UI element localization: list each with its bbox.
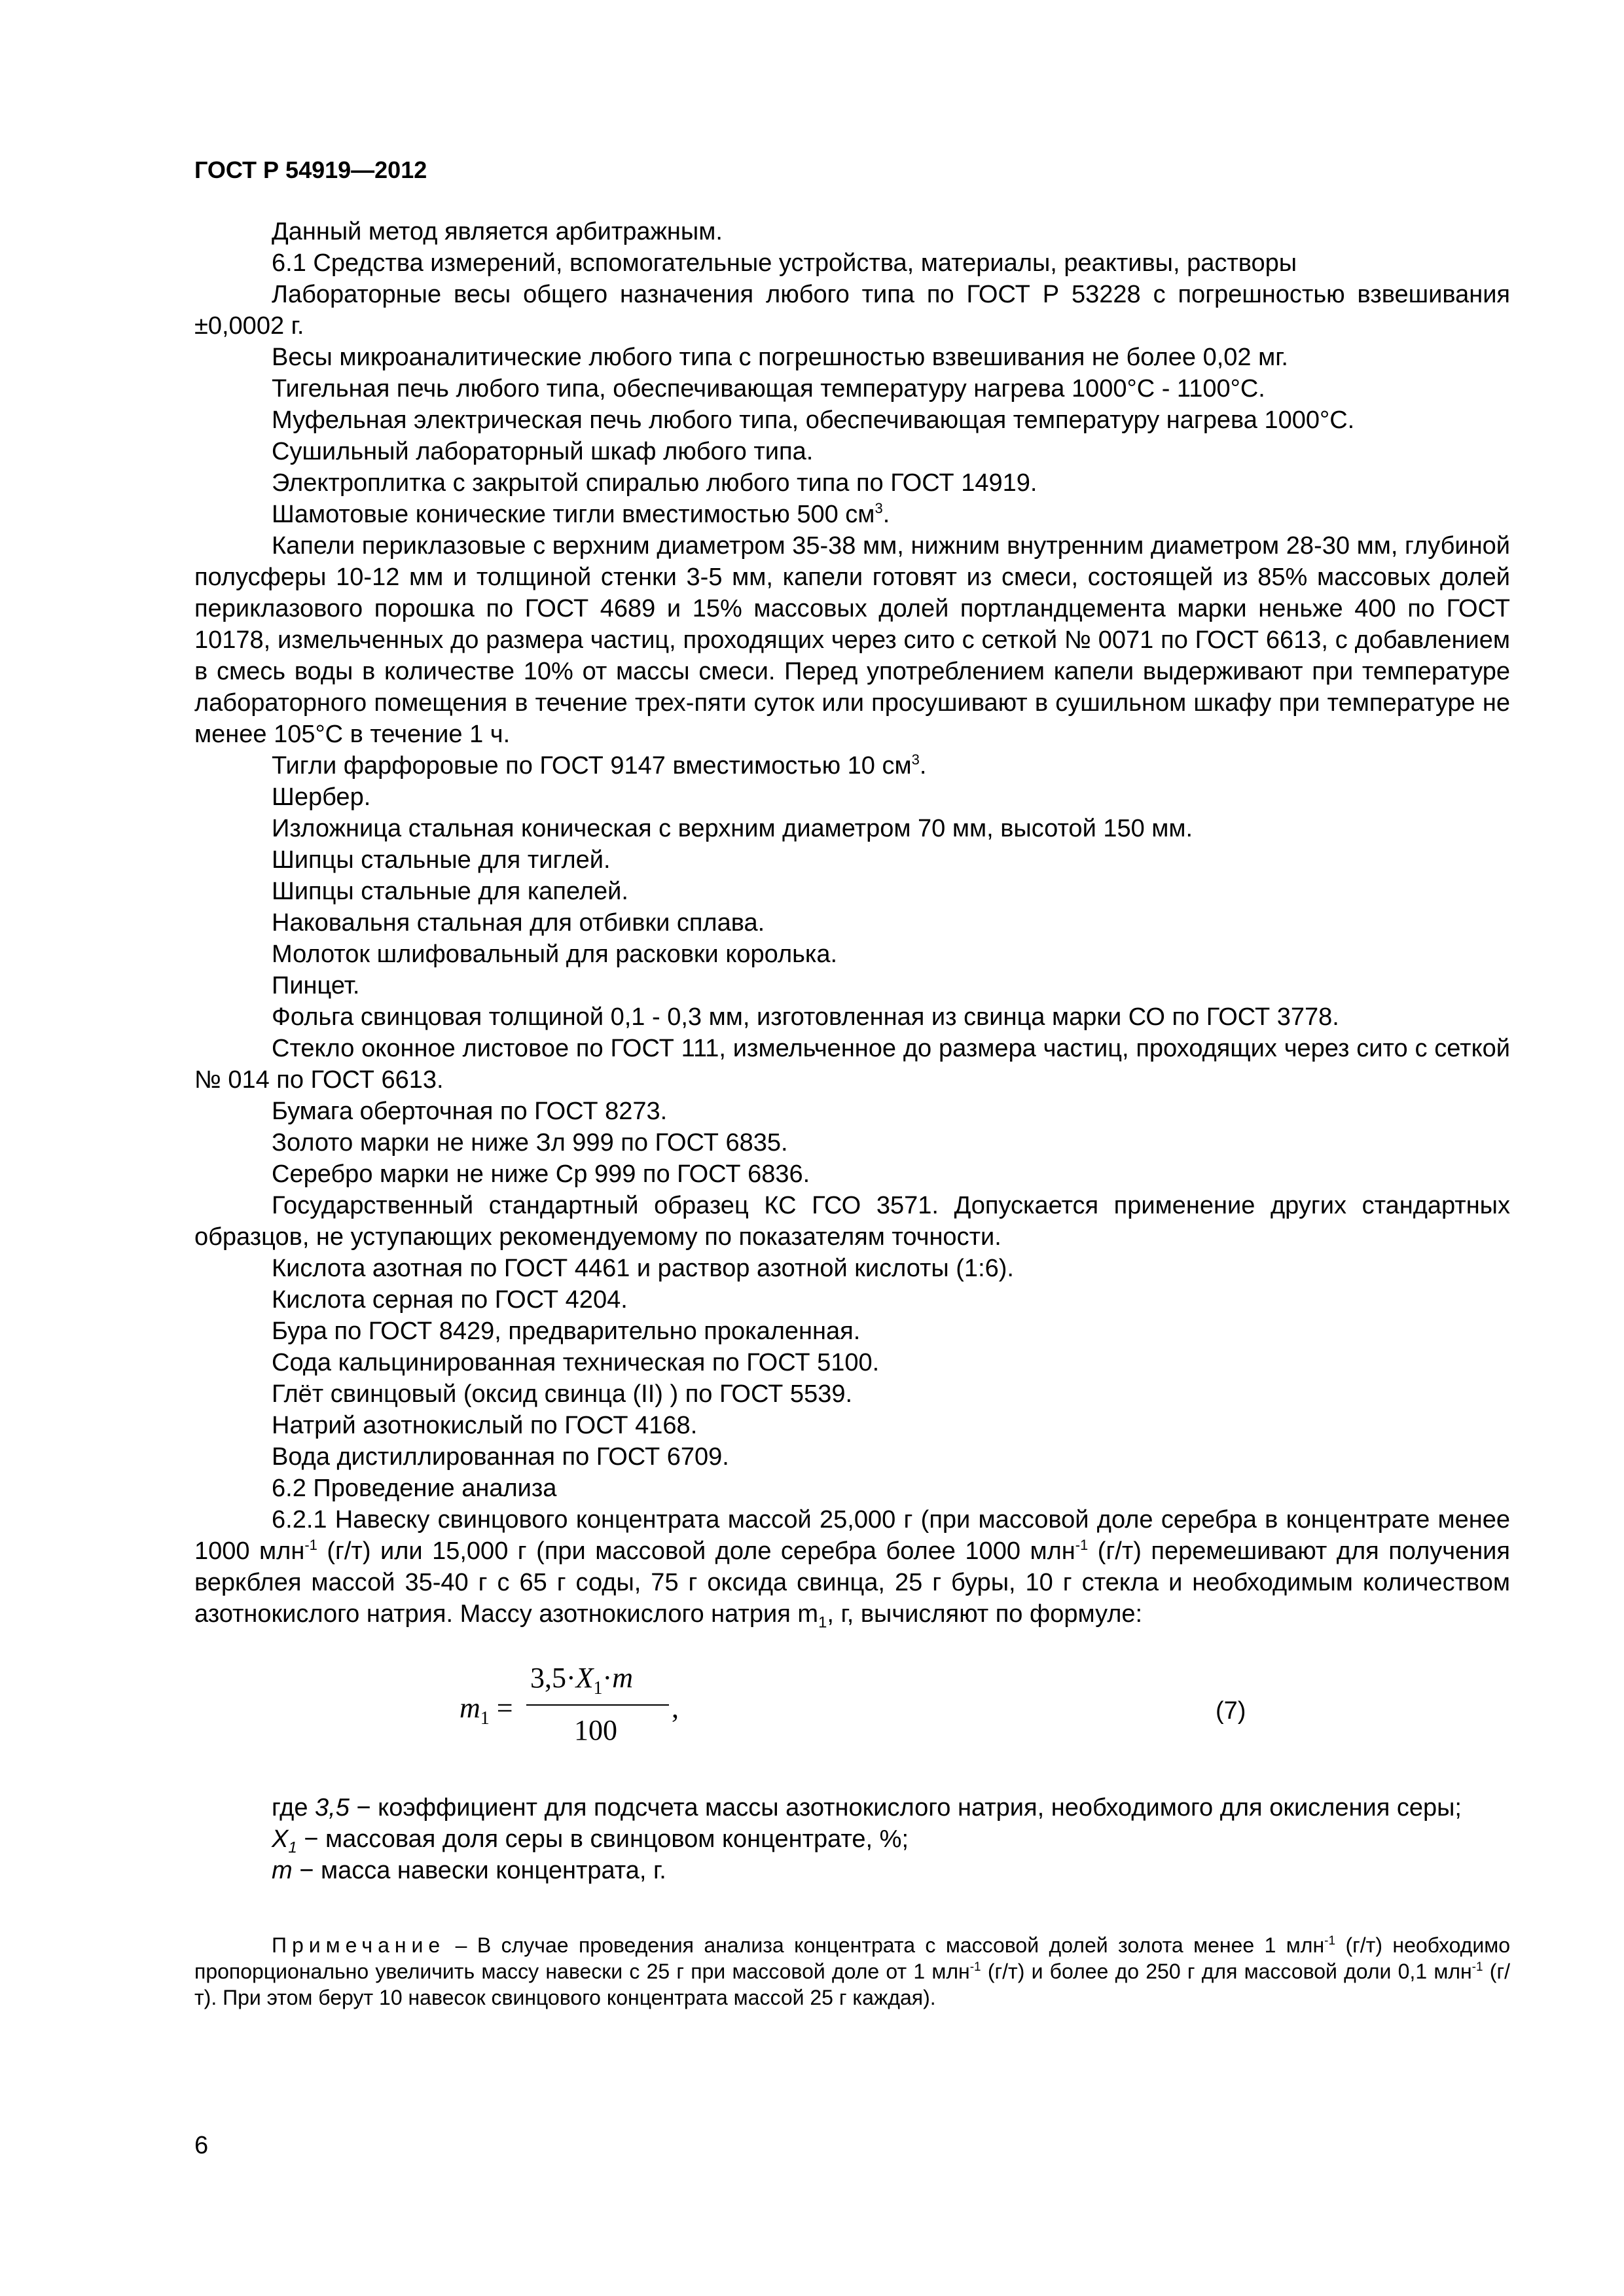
note-text: В случае проведения анализа концентрата с массовой долей золота менее 1 млн: [477, 1933, 1325, 1957]
definition-sample-mass: [194, 1855, 1510, 1886]
definition-text: − коэффициент для подсчета массы азотнокислого натрия, необходимого для окисления серы;: [349, 1794, 1462, 1821]
paragraph-method-note: Данный метод является арбитражным.: [272, 218, 723, 245]
paragraph-6-2-1-part-d: , г, вычисляют по формуле:: [827, 1600, 1143, 1628]
formula-dot: ·: [602, 1662, 613, 1694]
formula-lhs: [460, 1692, 513, 1729]
subscript: 1: [818, 1613, 827, 1632]
paragraph-nitric-acid: Кислота азотная по ГОСТ 4461 и раствор азотной кислоты (1:6).: [272, 1255, 1014, 1282]
formula-dot: ·: [566, 1662, 576, 1694]
paragraph-silver: Серебро марки не ниже Ср 999 по ГОСТ 6836.: [272, 1160, 810, 1188]
definition-coefficient: [194, 1792, 1510, 1823]
paragraph-6-2-1: [194, 1504, 1510, 1630]
note-block: [194, 1932, 1510, 2011]
definition-symbol-sub: 1: [288, 1839, 297, 1857]
superscript: 3: [875, 500, 883, 516]
superscript: -1: [1324, 1934, 1336, 1948]
paragraph-6-2-1-part-c: (г/т) перемешивают для получения веркблея массой 35-40 г с 65 г соды, 75 г оксида свинца, 25 г буры, 10 г стекла и необходимым количеством азотнокислого натрия. Массу азотнокислого натрия m: [194, 1537, 1510, 1628]
paragraph-soda-ash: Сода кальцинированная техническая по ГОСТ 5100.: [272, 1349, 880, 1376]
paragraph-muffle-furnace: Муфельная электрическая печь любого типа, обеспечивающая температуру нагрева 1000°С.: [272, 406, 1355, 434]
formula-numerator: [530, 1662, 633, 1698]
paragraph-gold: Золото марки не ниже Зл 999 по ГОСТ 6835.: [272, 1129, 788, 1157]
document-header: ГОСТ Р 54919—2012: [194, 156, 427, 183]
paragraph-distilled-water: Вода дистиллированная по ГОСТ 6709.: [272, 1443, 729, 1471]
paragraph-microbalance: Весы микроаналитические любого типа с погрешностью взвешивания не более 0,02 мг.: [272, 344, 1288, 371]
paragraph-cupel-tongs: Шипцы стальные для капелей.: [272, 878, 628, 905]
formula-equals: =: [496, 1692, 513, 1724]
superscript: -1: [969, 1960, 981, 1974]
note-paragraph: [194, 1932, 1510, 2011]
formula-lhs-sub: 1: [480, 1708, 490, 1729]
note-dash: –: [445, 1933, 477, 1957]
paragraph-porcelain-crucibles: [194, 750, 1510, 781]
definition-prefix: где: [272, 1794, 316, 1821]
note-text: (г/т) необходимо пропорционально увеличить массу навески с 25 г при массовой доле от 1 млн: [194, 1933, 1511, 1983]
paragraph-scorifier: Шербер.: [272, 783, 371, 811]
note-label: Примечание: [272, 1933, 446, 1957]
paragraph-periclase-cupels: Капели периклазовые с верхним диаметром 35-38 мм, нижним внутренним диаметром 28-30 мм, глубиной полусферы 10-12 мм и толщиной стенки 3-5 мм, капели готовят из смеси, состоящей из 85% массовых долей периклазового порошка по ГОСТ 4689 и 15% массовых долей портландцемента марки неньже 400 по ГОСТ 10178, измельченных до размера частиц, проходящих через сито с сеткой № 0071 по ГОСТ 6613, с добавлением в смесь воды в количестве 10% от массы смеси. Перед употреблением капели выдерживают при температуре лабораторного помещения в течение трех-пяти суток или просушивают в сушильном шкафу при температуре не менее 105°С в течение 1 ч.: [194, 532, 1510, 748]
document-body: [194, 216, 1510, 1886]
paragraph-lab-scales: Лабораторные весы общего назначения любого типа по ГОСТ Р 53228 с погрешностью взвешивания ±0,0002 г.: [194, 281, 1510, 340]
punctuation: .: [882, 501, 890, 528]
superscript: -1: [304, 1537, 317, 1553]
paragraph-tweezers: Пинцет.: [272, 972, 360, 999]
definition-symbol: m: [272, 1857, 293, 1884]
formula-coefficient: 3,5: [530, 1662, 566, 1694]
definition-symbol: X: [272, 1825, 289, 1853]
definition-text: − массовая доля серы в свинцовом концентрате, %;: [297, 1825, 909, 1853]
paragraph-reference-sample: Государственный стандартный образец КС ГСО 3571. Допускается применение других стандартных образцов, не уступающих рекомендуемому по показателям точности.: [194, 1192, 1510, 1251]
paragraph-lead-foil: Фольга свинцовая толщиной 0,1 - 0,3 мм, изготовленная из свинца марки СО по ГОСТ 3778.: [272, 1003, 1339, 1031]
section-6-1-heading: 6.1 Средства измерений, вспомогательные устройства, материалы, реактивы, растворы: [272, 249, 1297, 277]
paragraph-crucible-furnace: Тигельная печь любого типа, обеспечивающая температуру нагрева 1000°С - 1100°С.: [272, 375, 1265, 403]
paragraph-anvil: Наковальня стальная для отбивки сплава.: [272, 909, 765, 937]
paragraph-sodium-nitrate: Натрий азотнокислый по ГОСТ 4168.: [272, 1412, 698, 1439]
fraction-bar: [526, 1704, 669, 1706]
paragraph-6-2-1-part-b: (г/т) или 15,000 г (при массовой доле серебра более 1000 млн: [317, 1537, 1075, 1565]
paragraph-borax: Бура по ГОСТ 8429, предварительно прокаленная.: [272, 1318, 861, 1345]
porcelain-crucibles-text: Тигли фарфоровые по ГОСТ 9147 вместимостью 10 см: [272, 752, 912, 780]
formula-comma: ,: [672, 1692, 679, 1724]
formula-var-x-sub: 1: [593, 1677, 603, 1698]
punctuation: .: [919, 752, 927, 780]
formula-label: (7): [1216, 1697, 1246, 1725]
paragraph-wrapping-paper: Бумага оберточная по ГОСТ 8273.: [272, 1098, 668, 1125]
note-text: (г/т) и более до 250 г для массовой доли 0,1 млн: [981, 1960, 1472, 1983]
definition-text: − масса навески концентрата, г.: [292, 1857, 666, 1884]
page-number: 6: [194, 2132, 209, 2159]
paragraph-crucible-tongs: Шипцы стальные для тиглей.: [272, 846, 611, 874]
paragraph-sulfuric-acid: Кислота серная по ГОСТ 4204.: [272, 1286, 628, 1314]
formula-var-x: X: [575, 1662, 594, 1694]
superscript: -1: [1471, 1960, 1483, 1974]
section-6-2-heading: 6.2 Проведение анализа: [272, 1475, 557, 1502]
paragraph-drying-cabinet: Сушильный лабораторный шкаф любого типа.: [272, 438, 814, 465]
superscript: 3: [911, 751, 920, 768]
superscript: -1: [1075, 1537, 1089, 1553]
paragraph-hammer: Молоток шлифовальный для расковки королька.: [272, 941, 838, 968]
fireclay-crucibles-text: Шамотовые конические тигли вместимостью 500 см: [272, 501, 875, 528]
paragraph-6-2-1-part-a: 6.2.1 Навеску свинцового концентрата массой 25,000 г (при массовой доле серебра в концентрате менее 1000 млн: [194, 1506, 1510, 1565]
definition-sulfur-fraction: [194, 1823, 1510, 1855]
paragraph-hotplate: Электроплитка с закрытой спиралью любого типа по ГОСТ 14919.: [272, 469, 1038, 497]
formula-var-m: m: [612, 1662, 633, 1694]
note-text: (г/т). При этом берут 10 навесок свинцового концентрата массой 25 г каждая).: [194, 1960, 1511, 2009]
formula-denominator: 100: [574, 1714, 617, 1746]
paragraph-mold: Изложница стальная коническая с верхним диаметром 70 мм, высотой 150 мм.: [272, 815, 1193, 842]
paragraph-window-glass: Стекло оконное листовое по ГОСТ 111, измельченное до размера частиц, проходящих через сито с сеткой № 014 по ГОСТ 6613.: [194, 1035, 1510, 1094]
formula-lhs-var: m: [460, 1692, 480, 1724]
definition-symbol: 3,5: [315, 1794, 350, 1821]
formula-7: [194, 1662, 1510, 1763]
paragraph-litharge: Глёт свинцовый (оксид свинца (II) ) по ГОСТ 5539.: [272, 1380, 853, 1408]
paragraph-fireclay-crucibles: [194, 499, 1510, 530]
